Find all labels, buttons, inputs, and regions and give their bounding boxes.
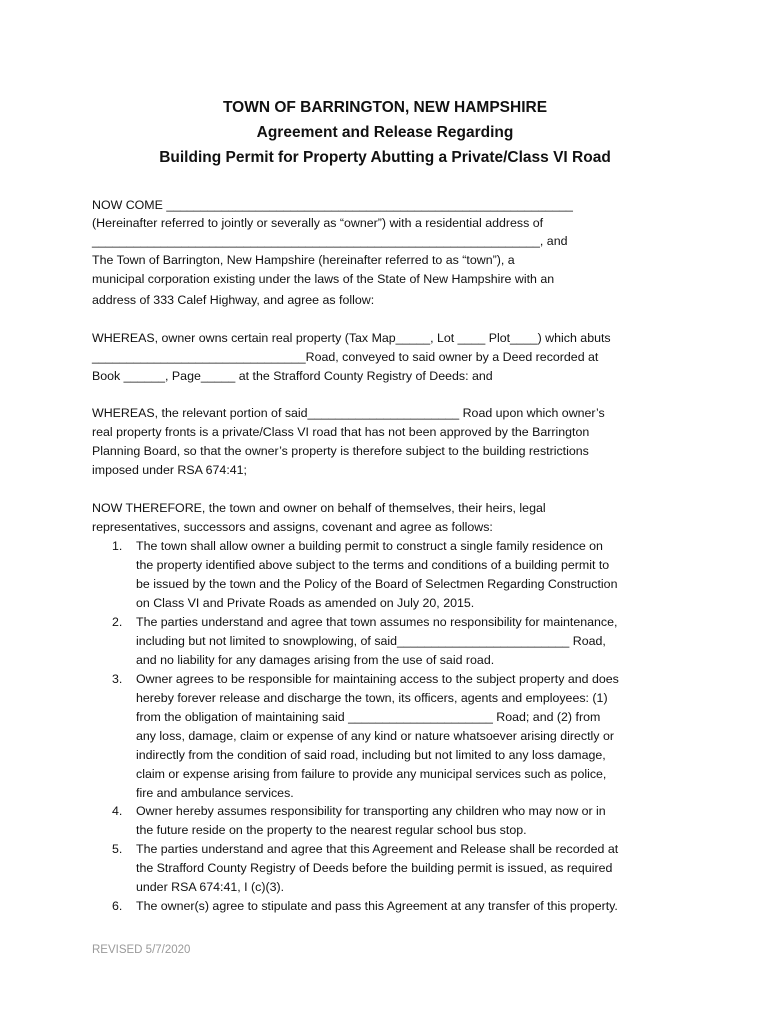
- intro-line: The Town of Barrington, New Hampshire (hereinafter referred to as “town”), a: [92, 253, 515, 267]
- title-line-2: Agreement and Release Regarding: [256, 124, 514, 141]
- list-item-line: Owner agrees to be responsible for maintaining access to the subject property and does: [136, 672, 619, 686]
- intro-line: NOW COME ___________________________________________________________: [92, 198, 573, 212]
- whereas-1-line: Book ______, Page_____ at the Strafford County Registry of Deeds: and: [92, 369, 493, 383]
- list-item-line: the Strafford County Registry of Deeds before the building permit is issued, as required: [136, 861, 613, 875]
- title-line-3: Building Permit for Property Abutting a Private/Class VI Road: [159, 149, 611, 166]
- list-item-number: 2.: [112, 615, 123, 629]
- list-item-line: hereby forever release and discharge the town, its officers, agents and employees: (1): [136, 691, 608, 705]
- whereas-1-line: _______________________________Road, conveyed to said owner by a Deed recorded at: [92, 350, 599, 364]
- list-item-line: indirectly from the condition of said road, including but not limited to any loss damage,: [136, 748, 606, 762]
- list-item-line: The parties understand and agree that town assumes no responsibility for maintenance,: [136, 615, 618, 629]
- intro-line: municipal corporation existing under the laws of the State of New Hampshire with an: [92, 272, 555, 286]
- therefore-line: NOW THEREFORE, the town and owner on behalf of themselves, their heirs, legal: [92, 501, 546, 515]
- list-item-number: 4.: [112, 804, 123, 818]
- list-item-line: the property identified above subject to the terms and conditions of a building permit to: [136, 558, 610, 572]
- list-item-line: claim or expense arising from failure to provide any municipal services such as police,: [136, 767, 607, 781]
- list-item-line: The parties understand and agree that this Agreement and Release shall be recorded at: [136, 842, 619, 856]
- list-item-number: 1.: [112, 539, 123, 553]
- list-item-line: on Class VI and Private Roads as amended on July 20, 2015.: [136, 596, 475, 610]
- intro-line: (Hereinafter referred to jointly or severally as “owner”) with a residential address of: [92, 216, 544, 230]
- list-item-line: Owner hereby assumes responsibility for transporting any children who may now or in: [136, 804, 606, 818]
- intro-line: address of 333 Calef Highway, and agree as follow:: [92, 293, 375, 307]
- whereas-2-line: WHEREAS, the relevant portion of said______________________ Road upon which owner’s: [92, 406, 605, 420]
- list-item-number: 3.: [112, 672, 123, 686]
- list-item-line: The town shall allow owner a building permit to construct a single family residence on: [136, 539, 603, 553]
- whereas-2-line: Planning Board, so that the owner’s property is therefore subject to the building restrictions: [92, 444, 589, 458]
- list-item-line: fire and ambulance services.: [136, 786, 294, 800]
- revision-footer: REVISED 5/7/2020: [92, 944, 191, 956]
- list-item-line: under RSA 674:41, I (c)(3).: [136, 880, 285, 894]
- list-item-line: from the obligation of maintaining said _____________________ Road; and (2) from: [136, 710, 601, 724]
- whereas-2-line: real property fronts is a private/Class VI road that has not been approved by the Barrington: [92, 425, 590, 439]
- list-item-number: 6.: [112, 899, 123, 913]
- list-item-line: The owner(s) agree to stipulate and pass this Agreement at any transfer of this property.: [136, 899, 618, 913]
- intro-line: _________________________________________________________________, and: [92, 234, 568, 248]
- whereas-2-line: imposed under RSA 674:41;: [92, 463, 247, 477]
- list-item-line: the future reside on the property to the nearest regular school bus stop.: [136, 823, 527, 837]
- list-item-line: and no liability for any damages arising from the use of said road.: [136, 653, 495, 667]
- list-item-line: including but not limited to snowplowing, of said_________________________ Road,: [136, 634, 606, 648]
- list-item-line: be issued by the town and the Policy of the Board of Selectmen Regarding Construction: [136, 577, 618, 591]
- list-item-line: any loss, damage, claim or expense of any kind or nature whatsoever arising directly or: [136, 729, 614, 743]
- list-item-number: 5.: [112, 842, 123, 856]
- therefore-line: representatives, successors and assigns, covenant and agree as follows:: [92, 520, 493, 534]
- whereas-1-line: WHEREAS, owner owns certain real property (Tax Map_____, Lot ____ Plot____) which abuts: [92, 331, 611, 345]
- title-line-1: TOWN OF BARRINGTON, NEW HAMPSHIRE: [222, 99, 548, 116]
- document-title: [0, 95, 770, 170]
